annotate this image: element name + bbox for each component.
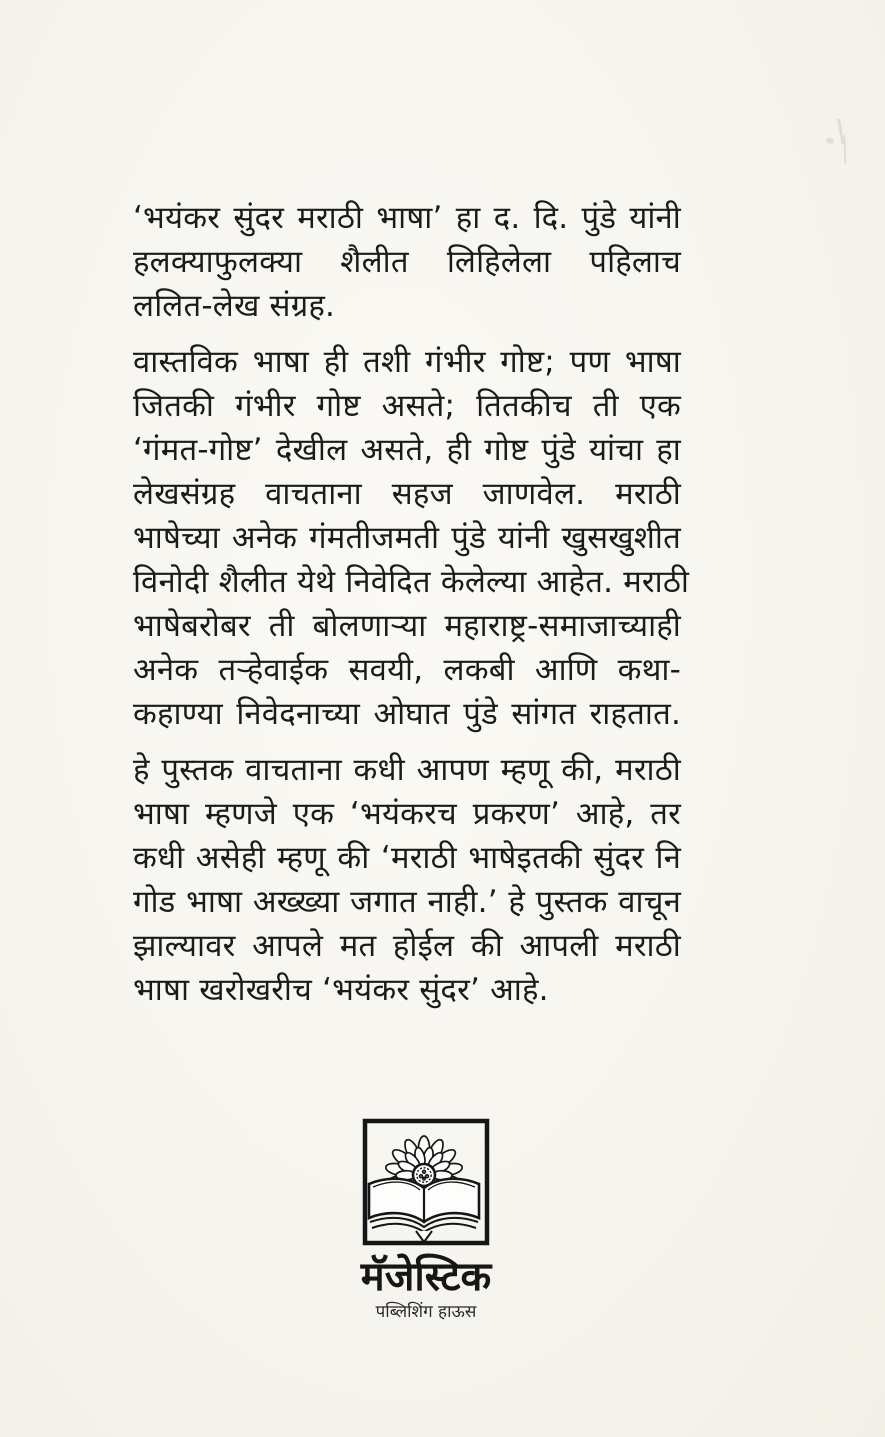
publisher-logo-block [326, 1118, 526, 1322]
blurb-line: गोड भाषा अख्ख्या जगात नाही.’ हे पुस्तक वाचून [133, 884, 681, 920]
blurb-line: भाषेबरोबर ती बोलणाऱ्या महाराष्ट्र-समाजाच्याही [133, 608, 681, 644]
blurb-line: भाषा खरोखरीच ‘भयंकर सुंदर’ आहे. [133, 972, 549, 1008]
blurb-line: अनेक तऱ्हेवाईक सवयी, लकबी आणि कथा- [133, 652, 681, 688]
paper-smudge-mark [805, 105, 868, 185]
blurb-line: कहाण्या निवेदनाच्या ओघात पुंडे सांगत राहतात. [133, 696, 681, 732]
blurb-line: विनोदी शैलीत येथे निवेदित केलेल्या आहेत. मराठी [133, 564, 690, 600]
blurb-line: ‘गंमत-गोष्ट’ देखील असते, ही गोष्ट पुंडे यांचा हा [133, 432, 681, 468]
blurb-line: ‘भयंकर सुंदर मराठी भाषा’ हा द. दि. पुंडे यांनी [133, 200, 681, 236]
blurb-line: भाषा म्हणजे एक ‘भयंकरच प्रकरण’ आहे, तर [133, 796, 681, 832]
blurb-text-block [133, 196, 690, 1024]
blurb-paragraph-3 [133, 748, 681, 1012]
publisher-name: मॅजेस्टिक [360, 1254, 492, 1300]
blurb-paragraph-1 [133, 196, 681, 328]
blurb-paragraph-2 [133, 340, 690, 736]
blurb-line: जितकी गंभीर गोष्ट असते; तितकीच ती एक [133, 388, 681, 424]
blurb-line: भाषेच्या अनेक गंमतीजमती पुंडे यांनी खुसखुशीत [133, 520, 681, 556]
blurb-line: ललित-लेख संग्रह. [133, 288, 336, 324]
blurb-line: झाल्यावर आपले मत होईल की आपली मराठी [133, 928, 681, 964]
open-book-with-sunflower-icon [362, 1118, 490, 1246]
blurb-line: वास्तविक भाषा ही तशी गंभीर गोष्ट; पण भाषा [133, 344, 681, 380]
publisher-tagline: पब्लिशिंग हाऊस [375, 1302, 477, 1322]
blurb-line: हे पुस्तक वाचताना कधी आपण म्हणू की, मराठी [133, 752, 681, 788]
blurb-line: हलक्याफुलक्या शैलीत लिहिलेला पहिलाच [133, 244, 681, 280]
blurb-line: कधी असेही म्हणू की ‘मराठी भाषेइतकी सुंदर नि [133, 840, 681, 876]
open-book-icon [369, 1179, 479, 1242]
blurb-line: लेखसंग्रह वाचताना सहज जाणवेल. मराठी [133, 476, 681, 512]
